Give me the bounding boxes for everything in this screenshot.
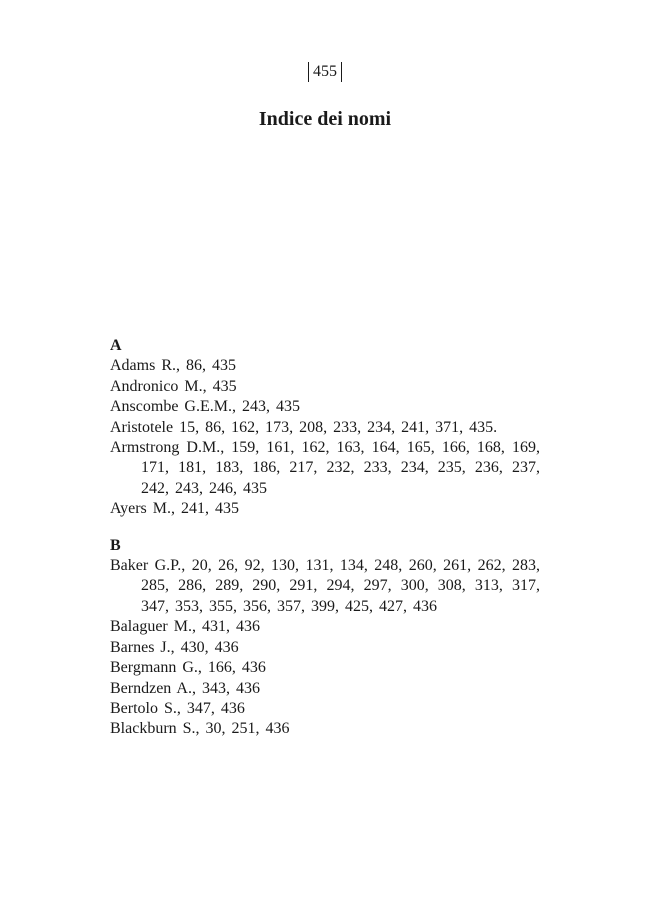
section-letter: B	[110, 536, 121, 554]
index-entry: Baker G.P., 20, 26, 92, 130, 131, 134, 248, 260, 261, 262, 283, 285, 286, 289, 290, 291, 294, 297, 300, 308, 313, 317, 347, 353, 355, 356, 357, 399, 425, 427, 436	[110, 557, 540, 615]
section-letter: A	[110, 337, 122, 354]
page-title: Indice dei nomi	[258, 108, 392, 130]
name-index	[110, 336, 540, 756]
index-entry: Adams R., 86, 435	[110, 357, 236, 375]
index-entry: Barnes J., 430, 436	[110, 638, 239, 656]
index-entry: Balaguer M., 431, 436	[110, 618, 260, 636]
index-entry: Aristotele 15, 86, 162, 173, 208, 233, 234, 241, 371, 435.	[110, 418, 498, 436]
index-entry: Blackburn S., 30, 251, 436	[110, 720, 290, 738]
index-section-a	[110, 336, 540, 520]
index-entry: Bergmann G., 166, 436	[110, 659, 266, 677]
index-entry: Anscombe G.E.M., 243, 435	[110, 398, 300, 416]
index-entry: Andronico M., 435	[110, 377, 237, 395]
page-number	[0, 61, 650, 83]
index-entry: Berndzen A., 343, 436	[110, 679, 260, 697]
index-section-b	[110, 536, 540, 740]
index-entry: Armstrong D.M., 159, 161, 162, 163, 164, 165, 166, 168, 169, 171, 181, 183, 186, 217, 232, 233, 234, 235, 236, 237, 242, 243, 246, 435	[110, 439, 540, 497]
page-number-value: 455	[308, 62, 342, 82]
index-entry: Bertolo S., 347, 436	[110, 699, 245, 717]
index-entry: Ayers M., 241, 435	[110, 500, 239, 518]
